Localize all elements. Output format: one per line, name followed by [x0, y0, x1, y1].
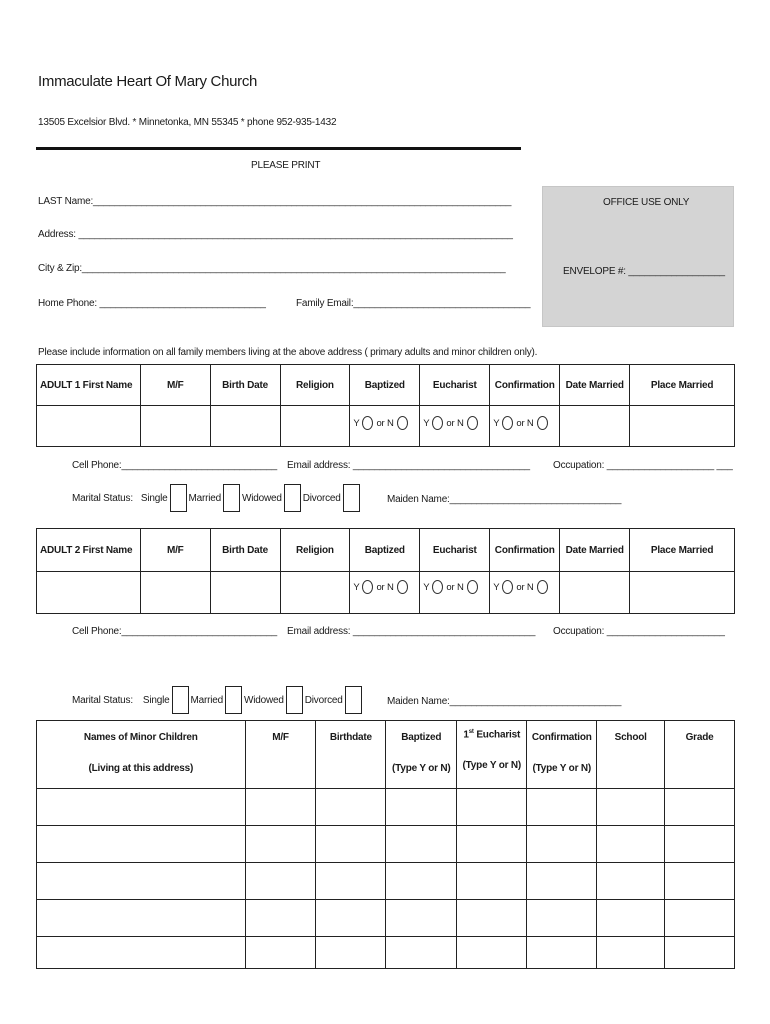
- children-col-birthdate: Birthdate: [316, 721, 386, 789]
- yn-or-label: or: [516, 417, 525, 429]
- no-radio[interactable]: [467, 416, 478, 430]
- yes-radio[interactable]: [432, 416, 443, 430]
- adult1-col-confirmation: Confirmation: [490, 365, 560, 406]
- child-confirmation-cell[interactable]: [527, 863, 597, 900]
- adult2-confirmation-cell: [490, 572, 560, 614]
- child-baptized-cell[interactable]: [386, 863, 457, 900]
- children-col-baptized-label: Baptized: [401, 732, 442, 743]
- office-use-box: [542, 186, 734, 327]
- child-birthdate-cell[interactable]: [316, 900, 386, 937]
- child-school-cell[interactable]: [597, 900, 665, 937]
- child-eucharist-cell[interactable]: [457, 937, 527, 969]
- child-birthdate-cell[interactable]: [316, 937, 386, 969]
- table-row: [37, 826, 735, 863]
- adult2-col-mf: M/F: [140, 529, 210, 572]
- child-eucharist-cell[interactable]: [457, 789, 527, 826]
- yn-y-label: Y: [353, 417, 360, 429]
- adult2-col-place-married: Place Married: [630, 529, 735, 572]
- adult1-religion-cell[interactable]: [280, 406, 350, 447]
- adult1-mf-cell[interactable]: [140, 406, 210, 447]
- option-widowed-label: Widowed: [244, 694, 284, 706]
- adult2-col-date-married: Date Married: [560, 529, 630, 572]
- yn-or-label: or: [376, 581, 385, 593]
- adult2-table: [36, 528, 735, 614]
- children-names-header-line1: Names of Minor Children: [83, 732, 198, 743]
- child-eucharist-cell[interactable]: [457, 900, 527, 937]
- children-col-school: School: [597, 721, 665, 789]
- married-checkbox[interactable]: [225, 686, 242, 714]
- yes-radio[interactable]: [502, 416, 513, 430]
- adult2-marital-status: [72, 686, 364, 714]
- yes-radio[interactable]: [502, 580, 513, 594]
- yn-or-label: or: [446, 581, 455, 593]
- yn-n-label: N: [386, 417, 394, 429]
- child-eucharist-cell[interactable]: [457, 863, 527, 900]
- child-name-cell[interactable]: [37, 826, 246, 863]
- option-married-label: Married: [188, 492, 222, 504]
- table-row: [37, 789, 735, 826]
- child-school-cell[interactable]: [597, 789, 665, 826]
- children-col-eucharist-sub: (Type Y or N): [462, 760, 522, 772]
- child-baptized-cell[interactable]: [386, 937, 457, 969]
- eucharist-label: Eucharist: [473, 729, 521, 741]
- adult1-col-birth-date: Birth Date: [210, 365, 280, 406]
- adult1-place-married-cell[interactable]: [630, 406, 735, 447]
- table-row: [37, 937, 735, 969]
- adult2-eucharist-cell: [420, 572, 490, 614]
- adult2-maiden-name[interactable]: Maiden Name:________________________________: [387, 696, 622, 707]
- widowed-checkbox[interactable]: [286, 686, 303, 714]
- adult1-col-religion: Religion: [280, 365, 350, 406]
- home-phone-field[interactable]: Home Phone: _______________________________: [38, 298, 266, 309]
- child-mf-cell[interactable]: [245, 826, 316, 863]
- no-radio[interactable]: [467, 580, 478, 594]
- yes-radio[interactable]: [362, 416, 373, 430]
- yn-y-label: Y: [423, 581, 430, 593]
- children-names-header-line2: (Living at this address): [88, 763, 194, 774]
- adult1-first-name-header: ADULT 1 First Name: [37, 365, 141, 406]
- option-single-label: Single: [142, 694, 170, 706]
- adult1-eucharist-cell: [420, 406, 490, 447]
- marital-status-label: Marital Status:: [72, 694, 133, 706]
- children-col-eucharist: [457, 721, 527, 789]
- adult1-marital-status: [72, 484, 362, 512]
- option-married-label: Married: [190, 694, 224, 706]
- adult1-maiden-name[interactable]: Maiden Name:________________________________: [387, 494, 622, 505]
- adult2-place-married-cell[interactable]: [630, 572, 735, 614]
- city-zip-field[interactable]: City & Zip:_______________________________________________________________________________: [38, 263, 506, 274]
- adult2-mf-cell[interactable]: [140, 572, 210, 614]
- adult2-religion-cell[interactable]: [280, 572, 350, 614]
- adult2-col-confirmation: Confirmation: [490, 529, 560, 572]
- adult2-col-baptized: Baptized: [350, 529, 420, 572]
- yn-n-label: N: [526, 417, 534, 429]
- children-table: [36, 720, 735, 969]
- divorced-checkbox[interactable]: [343, 484, 360, 512]
- eucharist-number: 1: [463, 729, 469, 741]
- yn-y-label: Y: [353, 581, 360, 593]
- single-checkbox[interactable]: [170, 484, 187, 512]
- adult1-email[interactable]: Email address: _________________________________: [287, 460, 530, 471]
- children-col-confirmation-label: Confirmation: [531, 732, 592, 743]
- office-use-title: OFFICE USE ONLY: [603, 197, 690, 208]
- child-name-cell[interactable]: [37, 863, 246, 900]
- child-school-cell[interactable]: [597, 937, 665, 969]
- option-divorced-label: Divorced: [304, 694, 343, 706]
- child-confirmation-cell[interactable]: [527, 937, 597, 969]
- adult1-col-mf: M/F: [140, 365, 210, 406]
- children-col-confirmation-sub: (Type Y or N): [532, 763, 591, 774]
- child-school-cell[interactable]: [597, 863, 665, 900]
- adult1-col-baptized: Baptized: [350, 365, 420, 406]
- children-col-baptized-sub: (Type Y or N): [392, 763, 451, 774]
- church-name: Immaculate Heart Of Mary Church: [38, 73, 258, 90]
- yn-or-label: or: [446, 417, 455, 429]
- table-row: [37, 900, 735, 937]
- yn-y-label: Y: [493, 417, 500, 429]
- child-grade-cell[interactable]: [665, 789, 735, 826]
- adult1-birth-date-cell[interactable]: [210, 406, 280, 447]
- adult1-first-name-cell[interactable]: [37, 406, 141, 447]
- children-col-grade: Grade: [665, 721, 735, 789]
- adult2-col-religion: Religion: [280, 529, 350, 572]
- child-name-cell[interactable]: [37, 937, 246, 969]
- child-school-cell[interactable]: [597, 826, 665, 863]
- children-col-mf: M/F: [245, 721, 316, 789]
- widowed-checkbox[interactable]: [284, 484, 301, 512]
- adult2-col-eucharist: Eucharist: [420, 529, 490, 572]
- adult1-col-place-married: Place Married: [630, 365, 735, 406]
- child-baptized-cell[interactable]: [386, 900, 457, 937]
- adult2-cell-phone[interactable]: Cell Phone:_____________________________: [72, 626, 277, 637]
- adult2-email[interactable]: Email address: __________________________________: [287, 626, 536, 637]
- child-baptized-cell[interactable]: [386, 789, 457, 826]
- option-single-label: Single: [140, 492, 168, 504]
- option-divorced-label: Divorced: [302, 492, 341, 504]
- please-print: PLEASE PRINT: [251, 160, 321, 171]
- child-birthdate-cell[interactable]: [316, 789, 386, 826]
- child-grade-cell[interactable]: [665, 863, 735, 900]
- adult1-confirmation-cell: [490, 406, 560, 447]
- yn-or-label: or: [376, 417, 385, 429]
- adult1-occupation[interactable]: Occupation: ____________________ ___: [553, 460, 733, 471]
- no-radio[interactable]: [397, 416, 408, 430]
- adult2-first-name-header: ADULT 2 First Name: [37, 529, 141, 572]
- yn-n-label: N: [526, 581, 534, 593]
- adult2-birth-date-cell[interactable]: [210, 572, 280, 614]
- child-birthdate-cell[interactable]: [316, 826, 386, 863]
- adult1-baptized-cell: [350, 406, 420, 447]
- adult1-table: [36, 364, 735, 447]
- instructions: Please include information on all family members living at the above address ( primary adults and minor children only).: [38, 347, 538, 358]
- yn-n-label: N: [456, 581, 464, 593]
- yn-y-label: Y: [493, 581, 500, 593]
- child-confirmation-cell[interactable]: [527, 789, 597, 826]
- adult2-col-birth-date: Birth Date: [210, 529, 280, 572]
- adult2-first-name-cell[interactable]: [37, 572, 141, 614]
- adult1-col-eucharist: Eucharist: [420, 365, 490, 406]
- marital-status-label: Marital Status:: [72, 492, 133, 504]
- child-confirmation-cell[interactable]: [527, 900, 597, 937]
- divorced-checkbox[interactable]: [345, 686, 362, 714]
- child-eucharist-cell[interactable]: [457, 826, 527, 863]
- no-radio[interactable]: [537, 416, 548, 430]
- adult2-date-married-cell[interactable]: [560, 572, 630, 614]
- address-field[interactable]: Address: _________________________________________________________________________________: [38, 229, 513, 240]
- child-mf-cell[interactable]: [245, 789, 316, 826]
- child-mf-cell[interactable]: [245, 937, 316, 969]
- adult1-col-date-married: Date Married: [560, 365, 630, 406]
- table-row: [37, 863, 735, 900]
- child-mf-cell[interactable]: [245, 900, 316, 937]
- yes-radio[interactable]: [362, 580, 373, 594]
- church-address: 13505 Excelsior Blvd. * Minnetonka, MN 55345 * phone 952-935-1432: [38, 117, 337, 128]
- child-confirmation-cell[interactable]: [527, 826, 597, 863]
- adult1-date-married-cell[interactable]: [560, 406, 630, 447]
- yes-radio[interactable]: [432, 580, 443, 594]
- yn-n-label: N: [456, 417, 464, 429]
- envelope-number[interactable]: ENVELOPE #: __________________: [563, 266, 725, 277]
- child-grade-cell[interactable]: [665, 937, 735, 969]
- no-radio[interactable]: [397, 580, 408, 594]
- adult2-occupation[interactable]: Occupation: ______________________: [553, 626, 725, 637]
- child-grade-cell[interactable]: [665, 900, 735, 937]
- adult2-baptized-cell: [350, 572, 420, 614]
- family-email-field[interactable]: Family Email:_________________________________: [296, 298, 531, 309]
- yn-n-label: N: [386, 581, 394, 593]
- eucharist-superscript: st: [468, 729, 474, 735]
- child-mf-cell[interactable]: [245, 863, 316, 900]
- children-col-confirmation: [527, 721, 597, 789]
- child-grade-cell[interactable]: [665, 826, 735, 863]
- single-checkbox[interactable]: [172, 686, 189, 714]
- child-name-cell[interactable]: [37, 789, 246, 826]
- no-radio[interactable]: [537, 580, 548, 594]
- child-baptized-cell[interactable]: [386, 826, 457, 863]
- adult1-cell-phone[interactable]: Cell Phone:_____________________________: [72, 460, 277, 471]
- married-checkbox[interactable]: [223, 484, 240, 512]
- yn-y-label: Y: [423, 417, 430, 429]
- yn-or-label: or: [516, 581, 525, 593]
- option-widowed-label: Widowed: [242, 492, 282, 504]
- children-col-baptized: [386, 721, 457, 789]
- last-name-field[interactable]: LAST Name:______________________________________________________________________________: [38, 196, 512, 207]
- children-names-header: [37, 721, 246, 789]
- child-name-cell[interactable]: [37, 900, 246, 937]
- header-divider: [36, 147, 521, 150]
- child-birthdate-cell[interactable]: [316, 863, 386, 900]
